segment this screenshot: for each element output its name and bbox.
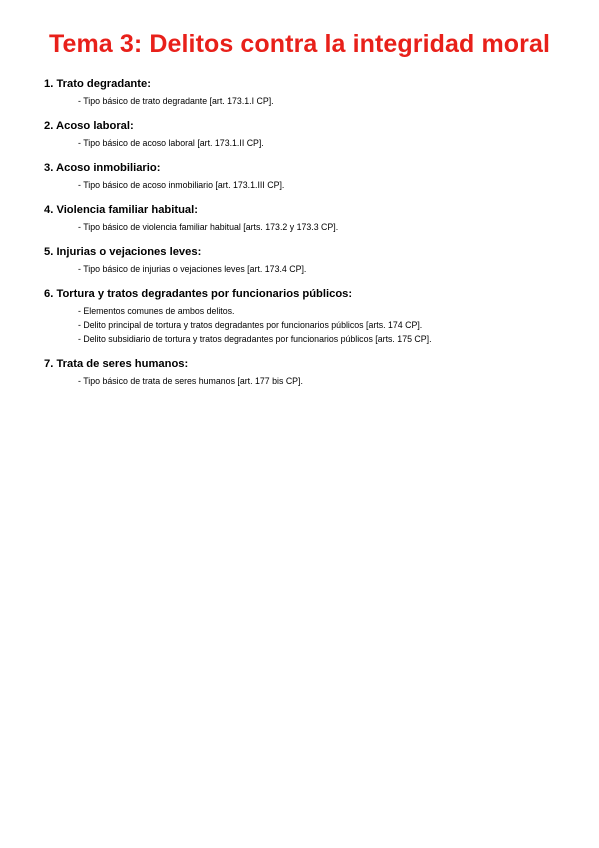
section-tortura-funcionarios [44,287,584,346]
section-heading: 6. Tortura y tratos degradantes por funcionarios públicos: [44,288,353,300]
section-heading: 4. Violencia familiar habitual: [44,204,198,216]
list-item: - Delito subsidiario de tortura y tratos degradantes por funcionarios públicos [arts. 175 CP]. [78,334,432,344]
section-items [44,304,584,346]
section-items [44,94,584,108]
section-heading: 2. Acoso laboral: [44,120,134,132]
list-item: - Delito principal de tortura y tratos degradantes por funcionarios públicos [arts. 174 CP]. [78,320,423,330]
section-acoso-inmobiliario [44,161,584,192]
section-items [44,262,584,276]
section-violencia-familiar [44,203,584,234]
list-item: - Tipo básico de acoso laboral [art. 173.1.II CP]. [78,138,264,148]
section-items [44,136,584,150]
section-trata-seres-humanos [44,357,584,388]
section-injurias-vejaciones [44,245,584,276]
section-acoso-laboral [44,119,584,150]
section-heading: 7. Trata de seres humanos: [44,358,189,370]
list-item: - Tipo básico de trato degradante [art. 173.1.I CP]. [78,96,274,106]
section-items [44,178,584,192]
list-item: - Tipo básico de injurias o vejaciones leves [art. 173.4 CP]. [78,264,307,274]
list-item: - Tipo básico de violencia familiar habitual [arts. 173.2 y 173.3 CP]. [78,222,339,232]
section-heading: 3. Acoso inmobiliario: [44,162,161,174]
page-title: Tema 3: Delitos contra la integridad moral [48,30,551,58]
list-item: - Tipo básico de trata de seres humanos [art. 177 bis CP]. [78,376,303,386]
section-items [44,220,584,234]
section-trato-degradante [44,77,584,108]
section-items [44,374,584,388]
section-heading: 1. Trato degradante: [44,78,151,90]
section-heading: 5. Injurias o vejaciones leves: [44,246,202,258]
list-item: - Elementos comunes de ambos delitos. [78,306,235,316]
section-list [44,77,584,399]
list-item: - Tipo básico de acoso inmobiliario [art. 173.1.III CP]. [78,180,285,190]
